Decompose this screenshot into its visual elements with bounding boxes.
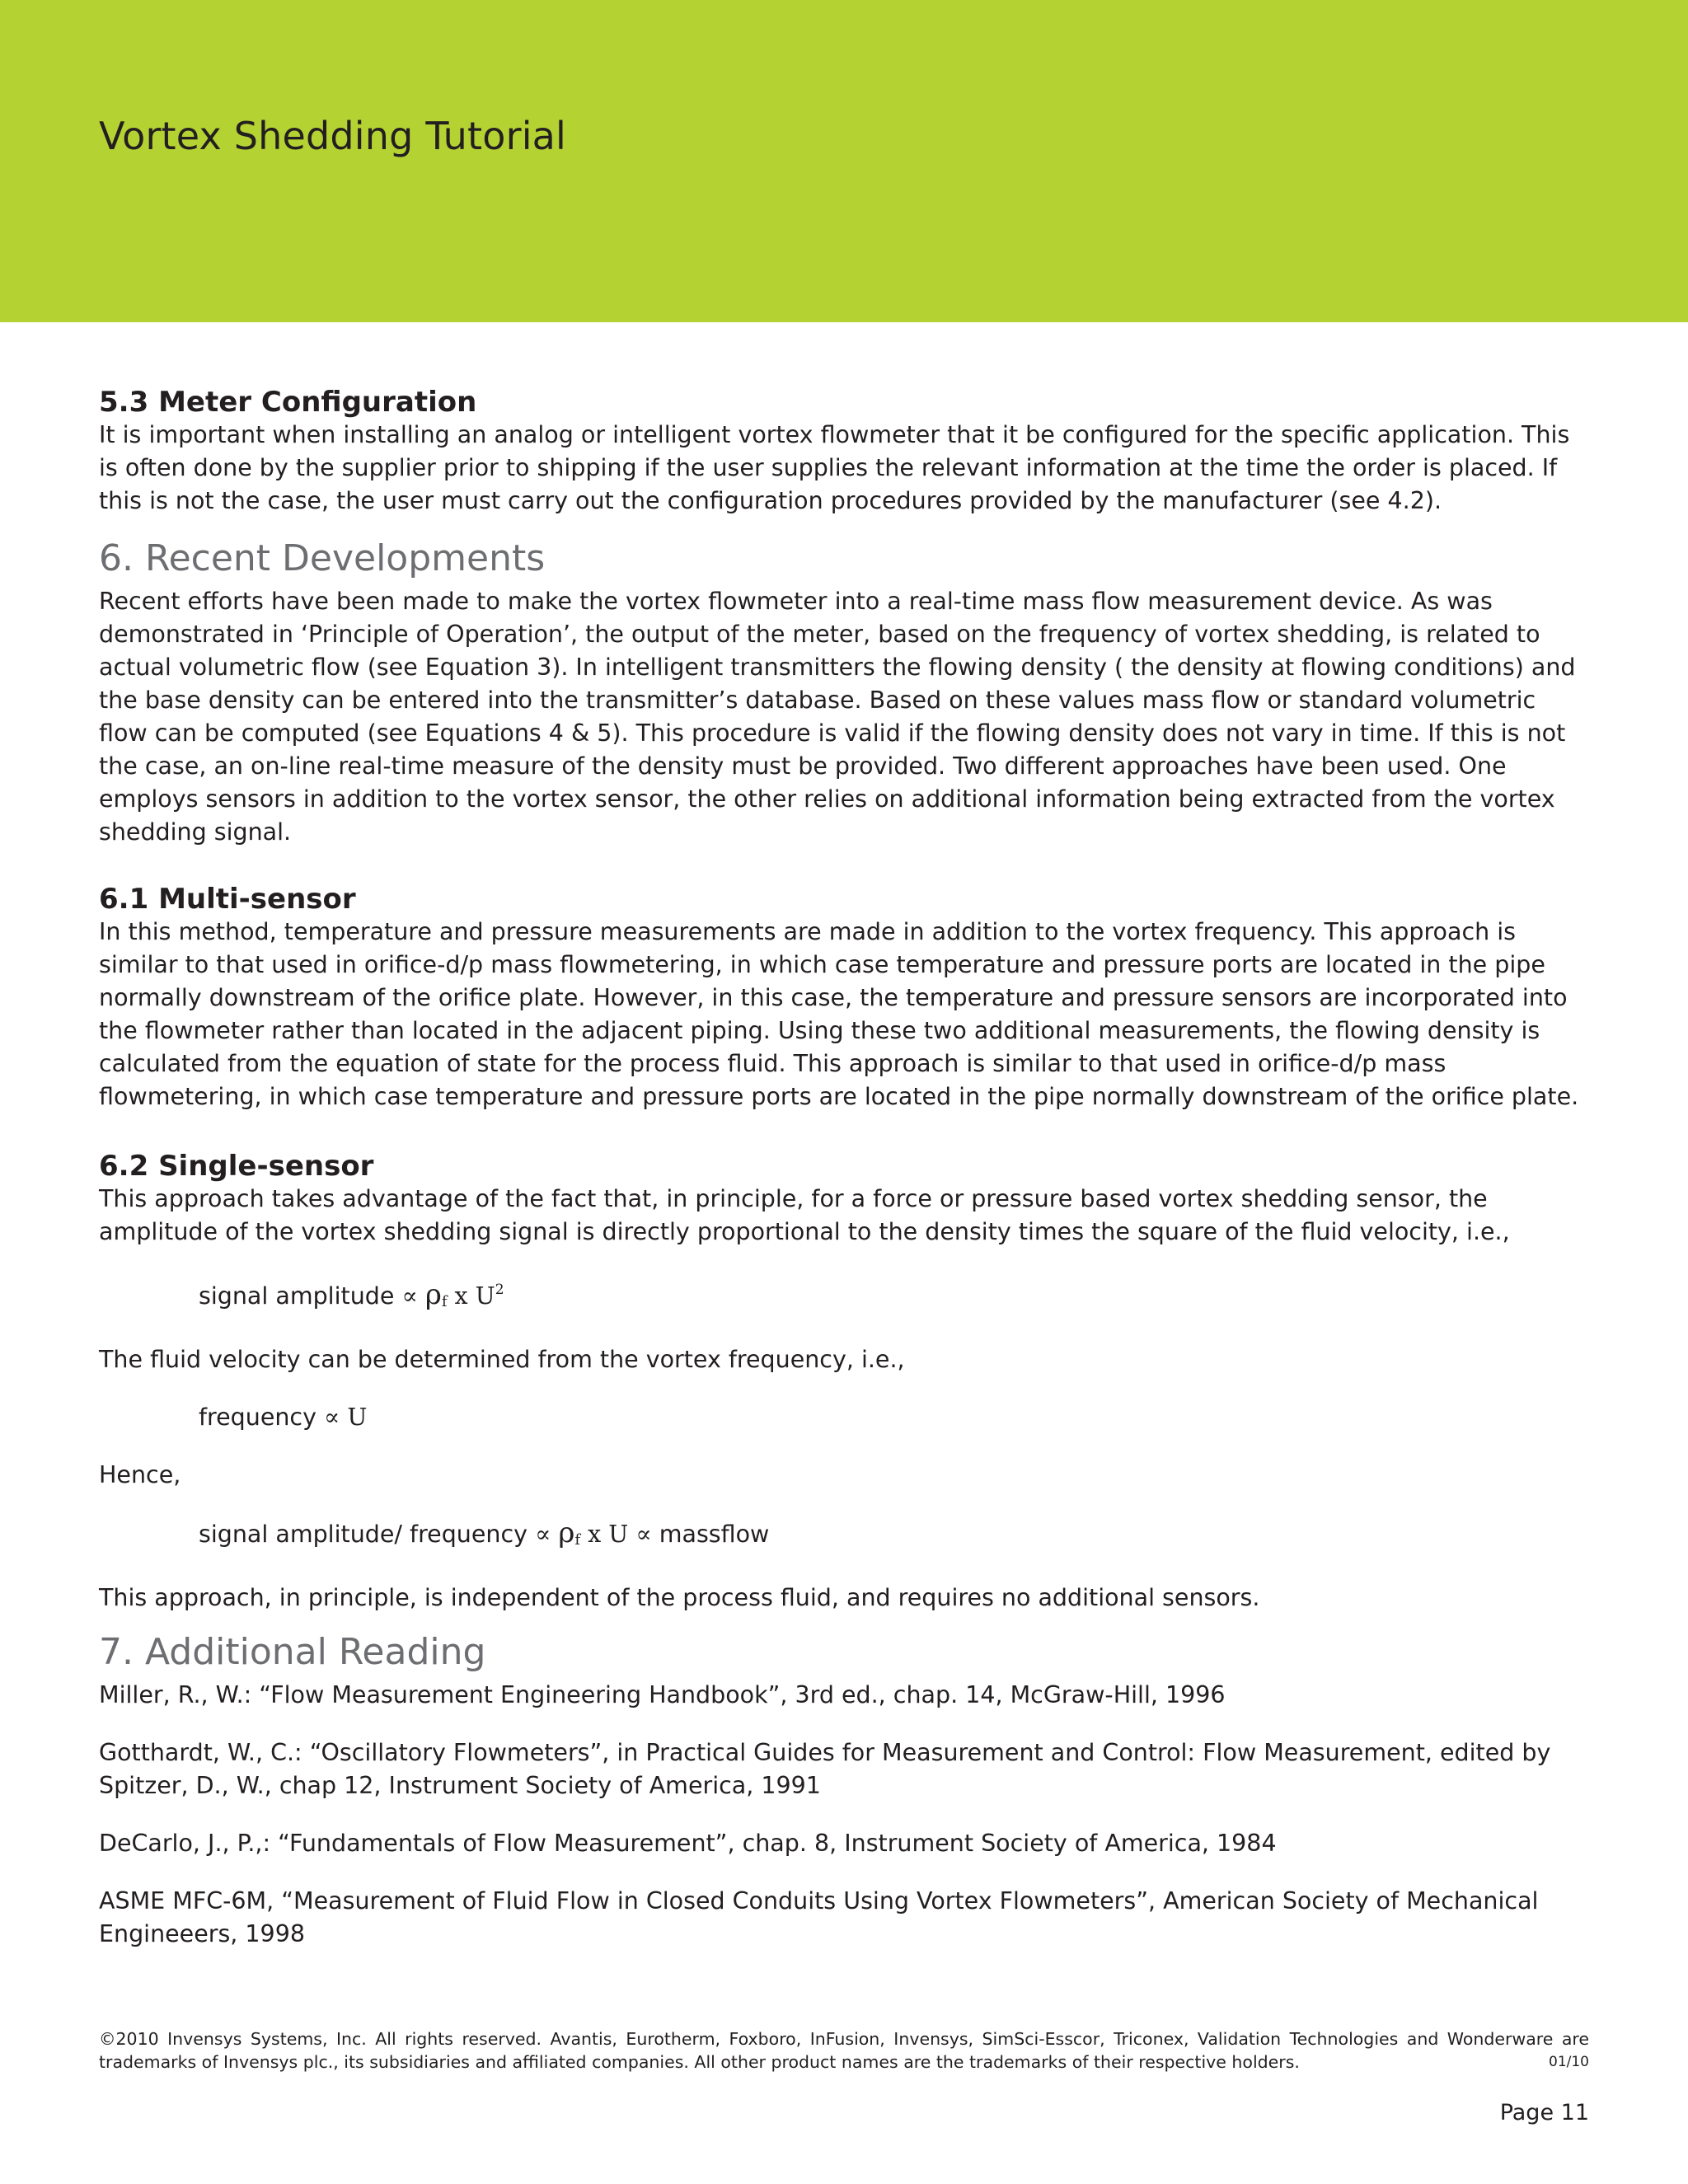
document-title: Vortex Shedding Tutorial (99, 114, 567, 158)
heading-6-2: 6.2 Single-sensor (99, 1150, 374, 1183)
paragraph-fluid-velocity: The fluid velocity can be determined from the vortex frequency, i.e., (99, 1346, 905, 1373)
heading-5-3: 5.3 Meter Configuration (99, 386, 477, 419)
reference-list (99, 1679, 1589, 1951)
footer-copyright (99, 2027, 1589, 2074)
reference-item: Miller, R., W.: “Flow Measurement Engineering Handbook”, 3rd ed., chap. 14, McGraw-Hill, 1996 (99, 1681, 1226, 1708)
page-number: Page 11 (1499, 2100, 1589, 2125)
paragraph-independent: This approach, in principle, is independent of the process fluid, and requires no additional sensors. (99, 1584, 1260, 1611)
paragraph-6: Recent efforts have been made to make the vortex flowmeter into a real-time mass flow measurement device. As was demonstrated in ‘Principle of Operation’, the output of the meter, based on the frequency of vortex shedding, is related to actual volumetric flow (see Equation 3). In intelligent transmitters the flowing density ( the density at flowing conditions) and the base density can be entered into the transmitter’s database. Based on these values mass flow or standard volumetric flow can be computed (see Equations 4 & 5). This procedure is valid if the flowing density does not vary in time. If this is not the case, an on-line real-time measure of the density must be provided. Two different approaches have been used. One employs sensors in addition to the vortex sensor, the other relies on additional information being extracted from the vortex shedding signal. (99, 588, 1576, 846)
reference-item: DeCarlo, J., P.,: “Fundamentals of Flow Measurement”, chap. 8, Instrument Society of America, 1984 (99, 1830, 1277, 1857)
heading-7: 7. Additional Reading (99, 1631, 486, 1673)
heading-6-1: 6.1 Multi-sensor (99, 883, 356, 916)
header-banner (0, 0, 1688, 322)
paragraph-6-2: This approach takes advantage of the fact that, in principle, for a force or pressure based vortex shedding sensor, the amplitude of the vortex shedding signal is directly proportional to the density times the square of the fluid velocity, i.e., (99, 1185, 1510, 1245)
reference-item: Gotthardt, W., C.: “Oscillatory Flowmeters”, in Practical Guides for Measurement and Control: Flow Measurement, edited by Spitzer, D., W., chap 12, Instrument Society of America, 1991 (99, 1739, 1551, 1799)
equation-massflow: signal amplitude/ frequency ∝ ρf x U ∝ massflow (199, 1516, 770, 1549)
paragraph-5-3: It is important when installing an analog or intelligent vortex flowmeter that it be configured for the specific application. This is often done by the supplier prior to shipping if the user supplies the relevant information at the time the order is placed. If this is not the case, the user must carry out the configuration procedures provided by the manufacturer (see 4.2). (99, 421, 1570, 514)
equation-signal-amplitude: signal amplitude ∝ ρf x $U^2$ (199, 1278, 504, 1311)
paragraph-hence: Hence, (99, 1461, 181, 1488)
main-content (99, 386, 1589, 1951)
date-code: 01/10 (1549, 2054, 1589, 2070)
copyright-text: ©2010 Invensys Systems, Inc. All rights reserved. Avantis, Eurotherm, Foxboro, InFusion, Invensys, SimSci-Esscor, Triconex, Validation Technologies and Wonderware are trademarks of Invensys plc., its subsidiaries and affiliated companies. All other product names are the trademarks of their respective holders. (99, 2029, 1589, 2072)
equation-frequency: frequency ∝ U (199, 1404, 368, 1431)
paragraph-6-1: In this method, temperature and pressure measurements are made in addition to the vortex frequency. This approach is similar to that used in orifice-d/p mass flowmetering, in which case temperature and pressure ports are located in the pipe normally downstream of the orifice plate. However, in this case, the temperature and pressure sensors are incorporated into the flowmeter rather than located in the adjacent piping. Using these two additional measurements, the flowing density is calculated from the equation of state for the process fluid. This approach is similar to that used in orifice-d/p mass flowmetering, in which case temperature and pressure ports are located in the pipe normally downstream of the orifice plate. (99, 918, 1579, 1110)
reference-item: ASME MFC-6M, “Measurement of Fluid Flow in Closed Conduits Using Vortex Flowmeters”, American Society of Mechanical Engineeers, 1998 (99, 1887, 1539, 1947)
heading-6: 6. Recent Developments (99, 537, 546, 579)
